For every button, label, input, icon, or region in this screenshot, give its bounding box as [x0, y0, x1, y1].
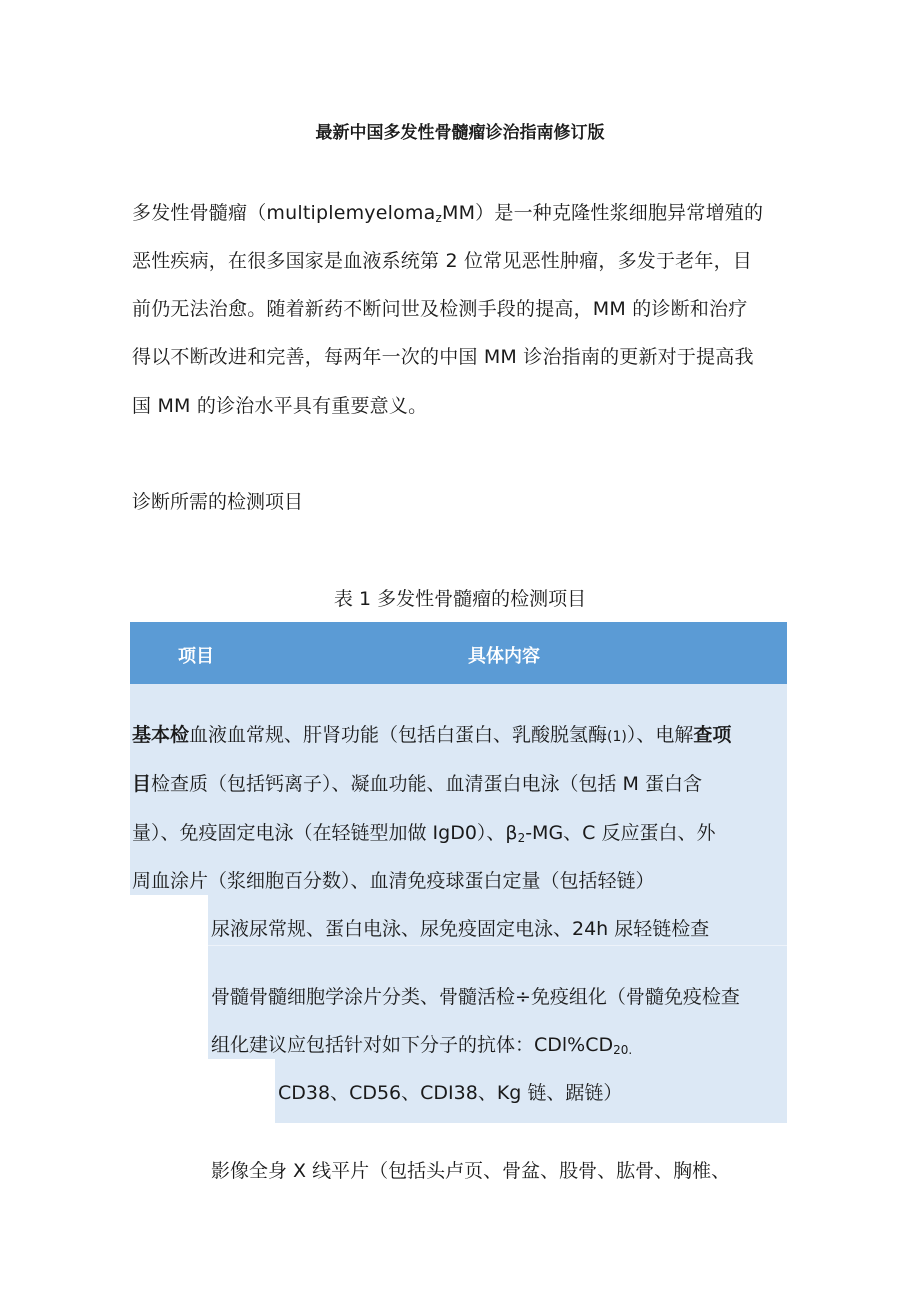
header-item: 项目 — [178, 646, 214, 667]
row-divider — [208, 945, 787, 946]
marrow-line-3: CD38、CD56、CDI38、Kg 链、踞链） — [278, 1082, 623, 1104]
intro-line-1: 多发性骨髓瘤（multiplemyeloma$_z$MM）是一种克隆性浆细胞异常增殖的 — [132, 202, 764, 225]
intro-line-4: 得以不断改进和完善，每两年一次的中国 MM 诊治指南的更新对于提高我 — [132, 346, 754, 368]
basic-line-4: 周血涂片（浆细胞百分数）、血清免疫球蛋白定量（包括轻链） — [132, 870, 655, 892]
imaging-row: 影像全身 X 线平片（包括头卢页、骨盆、股骨、肱骨、胸椎、 — [211, 1160, 731, 1182]
section-heading: 诊断所需的检测项目 — [132, 491, 304, 513]
marrow-line-1: 骨髓骨髓细胞学涂片分类、骨髓活检÷免疫组化（骨髓免疫检查 — [211, 986, 740, 1008]
intro-line-5: 国 MM 的诊治水平具有重要意义。 — [132, 395, 428, 417]
header-content: 具体内容 — [468, 646, 540, 667]
table-caption: 表 1 多发性骨髓瘤的检测项目 — [333, 588, 587, 610]
intro-line-2: 恶性疾病，在很多国家是血液系统第 2 位常见恶性肿瘤，多发于老年，目 — [132, 250, 752, 272]
intro-line-3: 前仍无法治愈。随着新药不断问世及检测手段的提高，MM 的诊断和治疗 — [132, 298, 748, 320]
basic-line-1: 基本检血液血常规、肝肾功能（包括白蛋白、乳酸脱氢酶(1)）、电解查项 — [132, 724, 732, 746]
page-title: 最新中国多发性骨髓瘤诊治指南修订版 — [315, 123, 605, 143]
basic-line-2: 目检查质（包括钙离子）、凝血功能、血清蛋白电泳（包括 M 蛋白含 — [132, 773, 702, 795]
urine-row: 尿液尿常规、蛋白电泳、尿免疫固定电泳、24h 尿轻链检查 — [211, 918, 710, 940]
table-header — [130, 622, 787, 684]
marrow-line-2: 组化建议应包括针对如下分子的抗体：$CDl\%CD_{20.}$ — [211, 1034, 633, 1057]
basic-line-3: 量）、免疫固定电泳（在轻链型加做 IgD0）、$\beta_2-MG$、C 反应蛋白、外 — [132, 822, 716, 845]
